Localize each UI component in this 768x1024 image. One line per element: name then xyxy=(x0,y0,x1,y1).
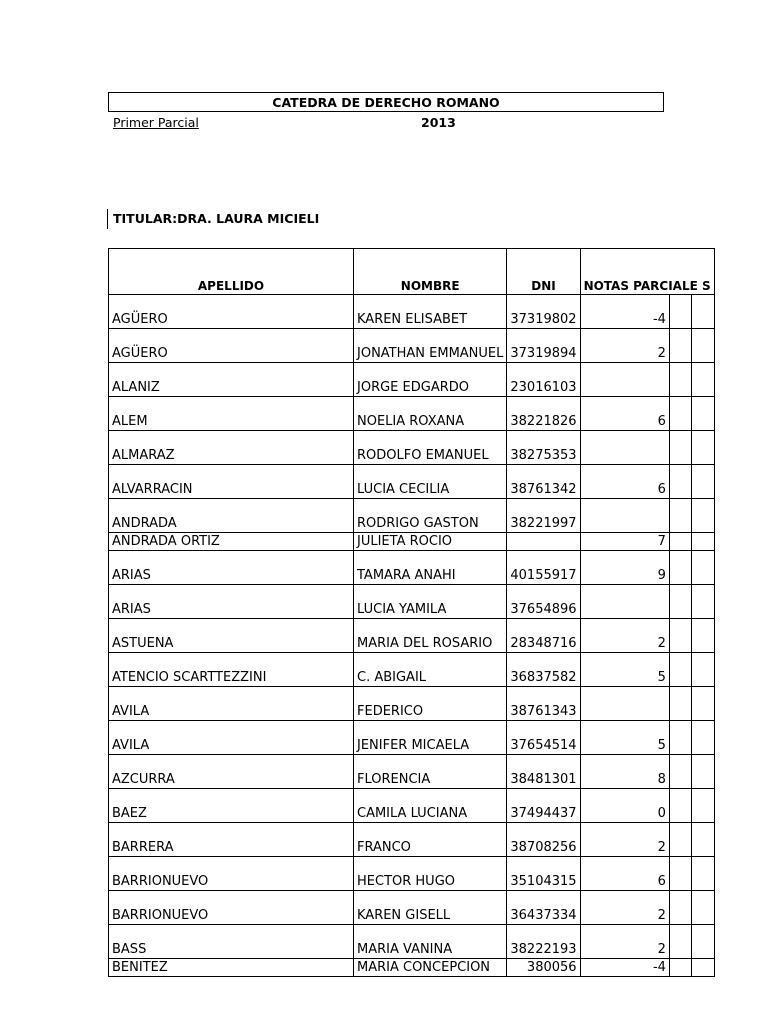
empty-cell xyxy=(692,329,714,363)
dni-cell: 38221997 xyxy=(507,499,580,533)
dni-cell: 37319894 xyxy=(507,329,580,363)
nota-cell: -4 xyxy=(580,959,669,977)
table-row xyxy=(109,363,715,397)
nota-cell: 2 xyxy=(580,925,669,959)
dni-cell: 37494437 xyxy=(507,789,580,823)
column-header-apellido: APELLIDO xyxy=(109,249,354,295)
nota-cell: 5 xyxy=(580,721,669,755)
document-title: CATEDRA DE DERECHO ROMANO xyxy=(108,92,664,112)
apellido-cell: BARRERA xyxy=(109,823,354,857)
nombre-cell: KAREN GISELL xyxy=(354,891,507,925)
apellido-cell: ALVARRACIN xyxy=(109,465,354,499)
table-row xyxy=(109,687,715,721)
nombre-cell: MARIA DEL ROSARIO xyxy=(354,619,507,653)
empty-cell xyxy=(692,397,714,431)
dni-cell: 38761343 xyxy=(507,687,580,721)
empty-cell xyxy=(669,363,691,397)
dni-cell: 38761342 xyxy=(507,465,580,499)
grades-table xyxy=(108,248,715,977)
table-row xyxy=(109,653,715,687)
dni-cell: 38481301 xyxy=(507,755,580,789)
dni-cell: 38708256 xyxy=(507,823,580,857)
nombre-cell: JULIETA ROCIO xyxy=(354,533,507,551)
table-row xyxy=(109,397,715,431)
divider xyxy=(107,209,108,229)
dni-cell: 36437334 xyxy=(507,891,580,925)
empty-cell xyxy=(669,551,691,585)
nota-cell xyxy=(580,431,669,465)
empty-cell xyxy=(692,823,714,857)
nombre-cell: KAREN ELISABET xyxy=(354,295,507,329)
empty-cell xyxy=(692,857,714,891)
apellido-cell: AVILA xyxy=(109,721,354,755)
table-row xyxy=(109,959,715,977)
empty-cell xyxy=(669,755,691,789)
nota-cell: 2 xyxy=(580,891,669,925)
table-row xyxy=(109,755,715,789)
empty-cell xyxy=(692,363,714,397)
nota-cell: 0 xyxy=(580,789,669,823)
apellido-cell: ATENCIO SCARTTEZZINI xyxy=(109,653,354,687)
exam-year: 2013 xyxy=(421,115,456,130)
table-row xyxy=(109,465,715,499)
nota-cell: -4 xyxy=(580,295,669,329)
dni-cell: 37319802 xyxy=(507,295,580,329)
apellido-cell: BAEZ xyxy=(109,789,354,823)
dni-cell: 38221826 xyxy=(507,397,580,431)
empty-cell xyxy=(669,295,691,329)
empty-cell xyxy=(669,499,691,533)
apellido-cell: ANDRADA ORTIZ xyxy=(109,533,354,551)
table-row xyxy=(109,721,715,755)
nombre-cell: FLORENCIA xyxy=(354,755,507,789)
apellido-cell: BARRIONUEVO xyxy=(109,891,354,925)
table-row xyxy=(109,585,715,619)
empty-cell xyxy=(669,789,691,823)
nota-cell: 2 xyxy=(580,329,669,363)
apellido-cell: BASS xyxy=(109,925,354,959)
column-header-notas: NOTAS PARCIALE S xyxy=(580,249,714,295)
table-row xyxy=(109,857,715,891)
nota-cell: 6 xyxy=(580,465,669,499)
table-row xyxy=(109,295,715,329)
nota-cell: 9 xyxy=(580,551,669,585)
empty-cell xyxy=(669,653,691,687)
table-row xyxy=(109,533,715,551)
empty-cell xyxy=(692,891,714,925)
nota-cell: 6 xyxy=(580,857,669,891)
apellido-cell: BENITEZ xyxy=(109,959,354,977)
nombre-cell: JONATHAN EMMANUEL xyxy=(354,329,507,363)
nombre-cell: FEDERICO xyxy=(354,687,507,721)
nombre-cell: TAMARA ANAHI xyxy=(354,551,507,585)
empty-cell xyxy=(692,687,714,721)
apellido-cell: ARIAS xyxy=(109,551,354,585)
nombre-cell: LUCIA CECILIA xyxy=(354,465,507,499)
nombre-cell: FRANCO xyxy=(354,823,507,857)
empty-cell xyxy=(669,585,691,619)
apellido-cell: ASTUENA xyxy=(109,619,354,653)
nota-cell: 2 xyxy=(580,823,669,857)
nota-cell xyxy=(580,585,669,619)
apellido-cell: ALMARAZ xyxy=(109,431,354,465)
empty-cell xyxy=(692,653,714,687)
table-row xyxy=(109,823,715,857)
empty-cell xyxy=(669,397,691,431)
empty-cell xyxy=(669,687,691,721)
empty-cell xyxy=(669,925,691,959)
empty-cell xyxy=(669,533,691,551)
table-row xyxy=(109,431,715,465)
empty-cell xyxy=(692,789,714,823)
dni-cell: 40155917 xyxy=(507,551,580,585)
empty-cell xyxy=(669,329,691,363)
nombre-cell: C. ABIGAIL xyxy=(354,653,507,687)
nombre-cell: RODRIGO GASTON xyxy=(354,499,507,533)
column-header-dni: DNI xyxy=(507,249,580,295)
empty-cell xyxy=(692,465,714,499)
dni-cell xyxy=(507,533,580,551)
nota-cell: 6 xyxy=(580,397,669,431)
empty-cell xyxy=(692,533,714,551)
nombre-cell: MARIA CONCEPCION xyxy=(354,959,507,977)
table-header-row xyxy=(109,249,715,295)
apellido-cell: ARIAS xyxy=(109,585,354,619)
empty-cell xyxy=(692,585,714,619)
apellido-cell: AGÜERO xyxy=(109,329,354,363)
empty-cell xyxy=(669,721,691,755)
empty-cell xyxy=(692,619,714,653)
apellido-cell: ALANIZ xyxy=(109,363,354,397)
empty-cell xyxy=(669,959,691,977)
apellido-cell: BARRIONUEVO xyxy=(109,857,354,891)
nombre-cell: RODOLFO EMANUEL xyxy=(354,431,507,465)
nombre-cell: CAMILA LUCIANA xyxy=(354,789,507,823)
empty-cell xyxy=(692,499,714,533)
dni-cell: 23016103 xyxy=(507,363,580,397)
nombre-cell: JENIFER MICAELA xyxy=(354,721,507,755)
table-row xyxy=(109,551,715,585)
nota-cell xyxy=(580,363,669,397)
empty-cell xyxy=(692,755,714,789)
dni-cell: 35104315 xyxy=(507,857,580,891)
table-row xyxy=(109,619,715,653)
table-row xyxy=(109,891,715,925)
apellido-cell: AVILA xyxy=(109,687,354,721)
nota-cell: 2 xyxy=(580,619,669,653)
apellido-cell: AGÜERO xyxy=(109,295,354,329)
nota-cell: 7 xyxy=(580,533,669,551)
empty-cell xyxy=(669,619,691,653)
empty-cell xyxy=(669,891,691,925)
nota-cell xyxy=(580,499,669,533)
nombre-cell: LUCIA YAMILA xyxy=(354,585,507,619)
dni-cell: 36837582 xyxy=(507,653,580,687)
empty-cell xyxy=(669,465,691,499)
empty-cell xyxy=(669,857,691,891)
dni-cell: 37654896 xyxy=(507,585,580,619)
nota-cell: 8 xyxy=(580,755,669,789)
column-header-nombre: NOMBRE xyxy=(354,249,507,295)
dni-cell: 37654514 xyxy=(507,721,580,755)
empty-cell xyxy=(692,721,714,755)
table-row xyxy=(109,925,715,959)
nombre-cell: NOELIA ROXANA xyxy=(354,397,507,431)
dni-cell: 380056 xyxy=(507,959,580,977)
nombre-cell: JORGE EDGARDO xyxy=(354,363,507,397)
empty-cell xyxy=(692,431,714,465)
table-row xyxy=(109,789,715,823)
exam-label: Primer Parcial xyxy=(113,115,199,130)
apellido-cell: ALEM xyxy=(109,397,354,431)
nombre-cell: HECTOR HUGO xyxy=(354,857,507,891)
empty-cell xyxy=(669,823,691,857)
table-row xyxy=(109,329,715,363)
empty-cell xyxy=(692,959,714,977)
empty-cell xyxy=(692,295,714,329)
dni-cell: 38222193 xyxy=(507,925,580,959)
dni-cell: 38275353 xyxy=(507,431,580,465)
table-row xyxy=(109,499,715,533)
titular-label: TITULAR:DRA. LAURA MICIELI xyxy=(113,211,320,226)
apellido-cell: ANDRADA xyxy=(109,499,354,533)
nota-cell xyxy=(580,687,669,721)
nombre-cell: MARIA VANINA xyxy=(354,925,507,959)
empty-cell xyxy=(692,551,714,585)
dni-cell: 28348716 xyxy=(507,619,580,653)
empty-cell xyxy=(692,925,714,959)
nota-cell: 5 xyxy=(580,653,669,687)
apellido-cell: AZCURRA xyxy=(109,755,354,789)
empty-cell xyxy=(669,431,691,465)
